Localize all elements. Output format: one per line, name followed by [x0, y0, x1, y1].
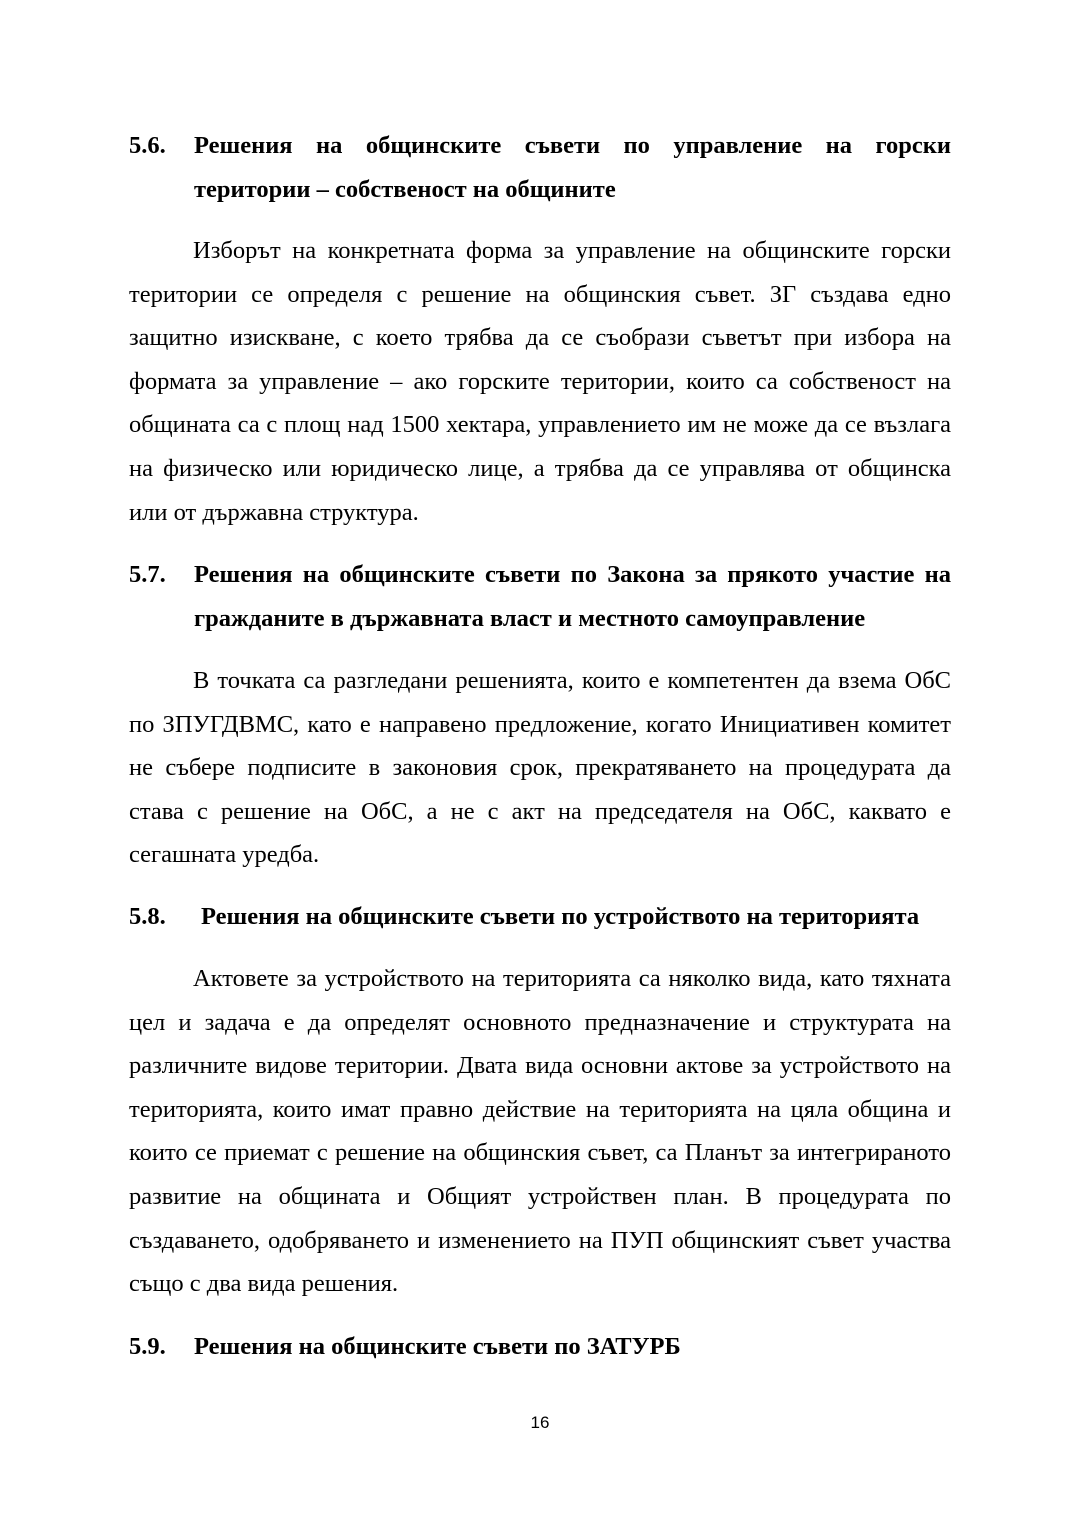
page-number: 16	[530, 1413, 550, 1432]
section-heading-5-8	[129, 895, 951, 939]
section-paragraph-5-6: Изборът на конкретната форма за управление на общинските горски територии се определя с решение на общинския съвет. ЗГ създава едно защитно изискване, с което трябва да се съобрази съветът при избора на формата за управление – ако горските територии, които са собственост на общината са с площ над 1500 хектара, управлението им не може да се възлага на физическо или юридическо лице, а трябва да се управлява от общинска или от държавна структура.	[129, 237, 951, 526]
section-paragraph-5-7: В точката са разгледани решенията, които е компетентен да взема ОбС по ЗПУГДВМС, като е направено предложение, когато Инициативен комитет не събере подписите в законовия срок, прекратяването на процедурата да става с решение на ОбС, а не с акт на председателя на ОбС, каквато е сегашната уредба.	[129, 667, 951, 869]
section-title: Решения на общинските съвети по ЗАТУРБ	[194, 1333, 681, 1360]
section-heading-5-9	[129, 1325, 951, 1369]
section-number: 5.7.	[129, 561, 166, 588]
section-title: Решения на общинските съвети по Закона за прякото участие на гражданите в държавната власт и местното самоуправление	[194, 561, 951, 632]
section-number: 5.6.	[129, 132, 166, 159]
section-paragraph-5-8: Актовете за устройството на територията са няколко вида, като тяхната цел и задача е да определят основното предназначение и структурата на различните видове територии. Двата вида основни актове за устройството на територията, които имат правно действие на територията на цяла община и които се приемат с решение на общинския съвет, са Планът за интегрираното развитие на общината и Общият устройствен план. В процедурата по създаването, одобряването и изменението на ПУП общинският съвет участва също с два вида решения.	[129, 965, 951, 1298]
section-number: 5.8.	[129, 903, 166, 930]
section-heading-5-6	[129, 124, 951, 212]
section-title: Решения на общинските съвети по устройството на територията	[201, 903, 920, 930]
section-number: 5.9.	[129, 1333, 166, 1360]
section-title: Решения на общинските съвети по управление на горски територии – собственост на общините	[194, 132, 951, 203]
section-heading-5-7	[129, 553, 951, 641]
